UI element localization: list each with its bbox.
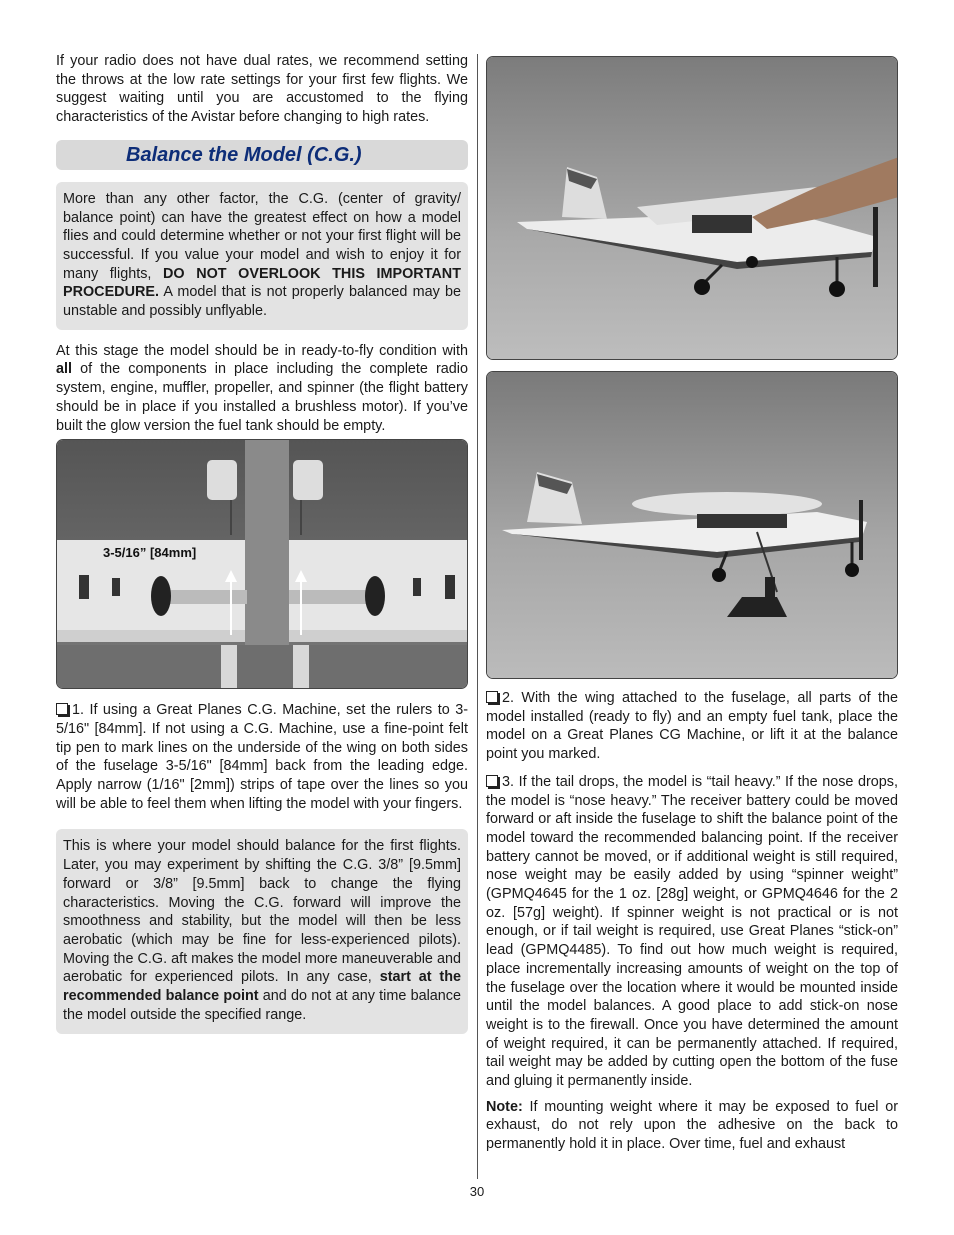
warning-box: More than any other factor, the C.G. (center of gravity/ balance point) can have the greatest effect on how a model flies and could determine whether or not your first flight will be successful. If you value your model and wish to enjoy it for many flights, DO NOT OVERLOOK THIS IMPORTANT PROCEDURE. A model that is not properly balanced may be unstable and possibly unflyable. bbox=[56, 182, 468, 330]
balance-emphasis: start at the recommended balance point bbox=[63, 969, 461, 1005]
wing-underside-photo bbox=[56, 439, 468, 689]
wing-photo-graphic bbox=[57, 440, 468, 688]
note-paragraph: Note: If mounting weight where it may be exposed to fuel or exhaust, do not rely upon the adhesive on the back to permanently hold it in place. Over time, fuel and exhaust bbox=[486, 1098, 898, 1153]
cg-machine-graphic bbox=[487, 372, 898, 678]
airplane-lift-graphic bbox=[487, 57, 898, 359]
step2-checkbox[interactable] bbox=[486, 691, 498, 703]
note-label: Note: bbox=[486, 1098, 523, 1115]
wing-photo-label: 3-5/16” [84mm] bbox=[103, 545, 197, 561]
right-column bbox=[486, 56, 898, 1154]
step-3: 3. If the tail drops, the model is “tail heavy.” If the nose drops, the model is “nose heavy.” The receiver battery could be moved forward or aft inside the fuselage to shift the balance point of the model toward the recommended balancing point. If the receiver battery cannot be moved, or if additional weight is still required, nose weight may be easily added by using “spinner weight” (GPMQ4645 for the 1 oz. [28g] weight, or GPMQ4646 for the 2 oz. [57g] weight). If spinner weight is not practical or is not enough, or if tail weight is required, use Great Planes “stick-on” lead (GPMQ4485). To find out how much weight is required, place incrementally increasing amounts of weight on the top of the fuselage over the location where it would be mounted inside until the model balances. A good place to add stick-on nose weight is to the firewall. Once you have determined the amount of weight required, it can be permanently attached. If required, tail weight may be added by cutting open the bottom of the fuse and gluing it permanently inside. bbox=[486, 773, 898, 1090]
stage-paragraph: At this stage the model should be in ready-to-fly condition with all of the components in place including the complete radio system, engine, muffler, propeller, and spinner (the flight battery should be in place if you installed a brushless motor). If you’ve built the glow version the fuel tank should be empty. bbox=[56, 342, 468, 434]
step-2: 2. With the wing attached to the fuselage, all parts of the model installed (ready to fly) and an empty fuel tank, place the model on a Great Planes CG Machine, or lift it at the balance point you marked. bbox=[486, 690, 898, 763]
step3-checkbox[interactable] bbox=[486, 775, 498, 787]
intro-paragraph: If your radio does not have dual rates, we recommend setting the throws at the low rate settings for your first few flights. We suggest waiting until you are accustomed to the flying characteristics of the Avistar before changing to high rates. bbox=[56, 53, 468, 126]
warning-emphasis: DO NOT OVERLOOK THIS IMPORTANT PROCEDURE. bbox=[63, 265, 461, 301]
balance-box: This is where your model should balance for the first flights. Later, you may experiment by shifting the C.G. 3/8” [9.5mm] forward or 3/8” [9.5mm] back to change the flying characteristics. Moving the C.G. forward will improve the smoothness and stability, but the model will then be less aerobatic (which may be fine for less-experienced pilots). Moving the C.G. aft makes the model more maneuverable and aerobatic for experienced pilots. In any case, start at the recommended balance point and do not at any time balance the model outside the specified range. bbox=[56, 829, 468, 1033]
cg-machine-photo bbox=[486, 371, 898, 679]
step1-checkbox[interactable] bbox=[56, 703, 68, 715]
left-column bbox=[56, 52, 468, 1034]
step-1: 1. If using a Great Planes C.G. Machine, set the rulers to 3-5/16" [84mm]. If not using a C.G. Machine, use a fine-point felt tip pen to mark lines on the underside of the wing on both sides of the fuselage 3-5/16" [84mm] back from the leading edge. Apply narrow (1/16" [2mm]) strips of tape over the lines so you will be able to feel them when lifting the model with your fingers. bbox=[56, 702, 468, 812]
column-divider bbox=[477, 54, 478, 1179]
section-heading: Balance the Model (C.G.) bbox=[56, 140, 468, 170]
airplane-lift-photo bbox=[486, 56, 898, 360]
page-number: 30 bbox=[469, 1184, 485, 1199]
